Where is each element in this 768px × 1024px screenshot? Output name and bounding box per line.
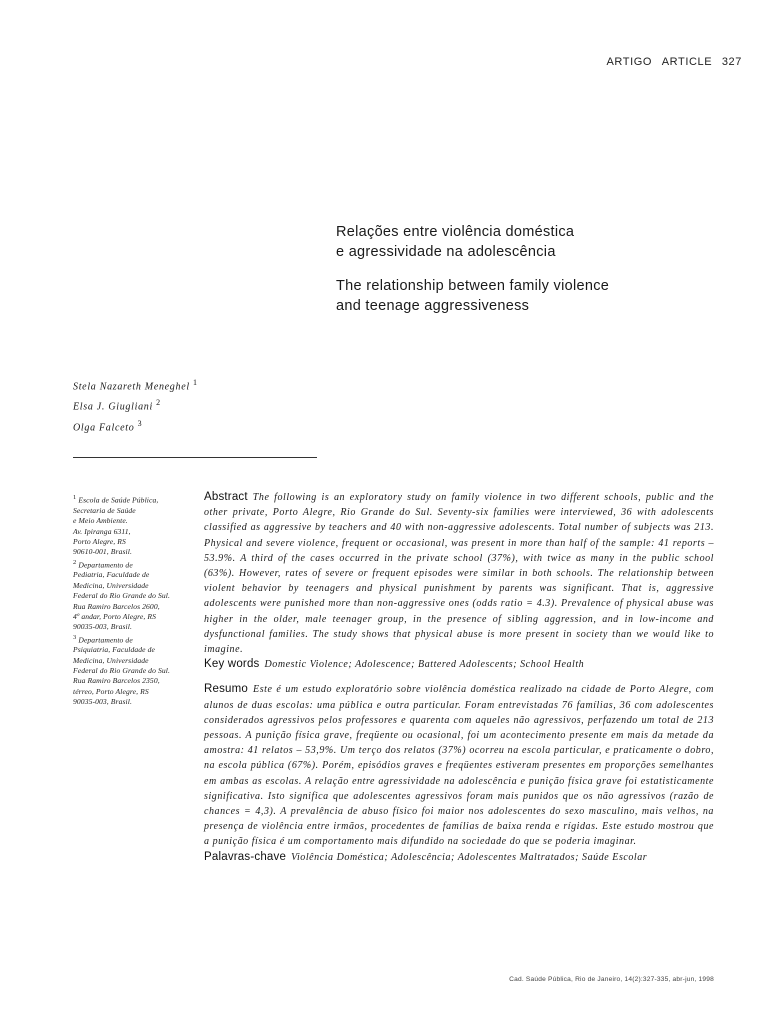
author-name: Elsa J. Giugliani (73, 401, 153, 413)
keywords-label: Key words (204, 658, 260, 671)
section-label-en: ARTICLE (661, 56, 713, 68)
affiliation-line (73, 697, 191, 707)
author-name: Olga Falceto (73, 421, 135, 433)
affiliation-line (73, 581, 191, 591)
affiliation-text: Federal do Rio Grande do Sul. (73, 666, 170, 676)
affiliation-line (73, 537, 191, 547)
abstract-paragraph (204, 490, 714, 657)
title-pt-line-2: e agressividade na adolescência (336, 244, 556, 260)
affiliation-text: Psiquiatria, Faculdade de (73, 645, 156, 655)
affiliation-line (73, 602, 191, 612)
abstract-label: Abstract (204, 491, 248, 503)
affiliations (73, 493, 191, 707)
affiliation-line (73, 527, 191, 537)
title-en-line-2: and teenage aggressiveness (336, 298, 530, 314)
keywords-line (204, 657, 714, 672)
running-head (600, 56, 742, 68)
affiliation-text: Av. Ipiranga 6311, (73, 526, 131, 536)
affiliation-line (73, 666, 191, 676)
abstract-column (204, 490, 714, 865)
affiliation-text: Escola de Saúde Pública, (78, 495, 159, 505)
affiliation-text: Porto Alegre, RS (73, 536, 126, 546)
title-en-line-1: The relationship between family violence (336, 278, 610, 294)
affiliation-mark: 1 (73, 494, 77, 501)
affiliation-line (73, 493, 191, 506)
affiliation-line (73, 676, 191, 686)
resumo-text: Este é um estudo exploratório sobre violência doméstica realizado na cidade de Porto Alegre, com alunos de duas escolas: uma pública e outra particular. Foram entrevistadas 76 famílias, 36 com adolescentes considerados agressivos pelos professores e quarenta com aqueles não agressivos, perfazendo um total de 213 pessoas. A punição física grave, freqüente ou ocasional, foi um acontecimento presente em mais da metade da amostra: 41 relatos – 53,9%. Um terço dos relatos (37%) ocorreu na escola particular, e praticamente o dobro, na escola pública (67%). Porém, episódios graves e freqüentes estiveram presentes em proporções semelhantes em ambas as escolas. A relação entre agressividade na adolescência e punição física grave foi estatisticamente significativa. Isto significa que adolescentes agressivos foram mais punidos que os não agressivos (razão de chances = 4,3). A prevalência de abuso físico foi maior nos adolescentes do sexo masculino, mais velhos, na presença de violência entre irmãos, procedentes de famílias de baixa renda e rígidas. Este estudo mostrou que a punição física é um comportamento mais difundido na sociedade do que se poderia imaginar. (204, 684, 714, 848)
affiliation-line (73, 516, 191, 526)
resumo-label: Resumo (204, 683, 249, 696)
section-label-pt: ARTIGO (606, 56, 653, 68)
author-affiliation-mark: 1 (193, 378, 198, 387)
affiliation-text: 90035-003, Brasil. (73, 622, 132, 632)
affiliation-line (73, 633, 191, 646)
affiliation-text: Pediatria, Faculdade de (73, 570, 150, 580)
affiliation-line (73, 612, 191, 622)
affiliation-mark: 3 (73, 633, 77, 641)
affiliation-text: 90035-003, Brasil. (73, 697, 132, 707)
palavras-chave-line (204, 850, 714, 865)
affiliation-text: Rua Ramiro Barcelos 2600, (73, 601, 160, 611)
palavras-chave-text: Violência Doméstica; Adolescência; Adolescentes Maltratados; Saúde Escolar (291, 851, 648, 863)
affiliation-line (73, 570, 191, 580)
author-affiliation-mark: 2 (156, 398, 161, 408)
title-pt-line-1: Relações entre violência doméstica (336, 224, 575, 240)
affiliation-text: Medicina, Universidade (73, 580, 149, 590)
author (73, 375, 198, 395)
resumo-paragraph (204, 682, 714, 849)
affiliation-text: 90610-001, Brasil. (73, 547, 132, 557)
affiliation-line (73, 591, 191, 601)
affiliation-text: térreo, Porto Alegre, RS (73, 686, 149, 696)
affiliation-text: Departamento de (78, 635, 133, 645)
author-affiliation-mark: 3 (137, 418, 143, 428)
affiliation-mark: 2 (73, 558, 77, 566)
affiliation-text: Federal do Rio Grande do Sul. (73, 591, 170, 601)
affiliation-text: 4º andar, Porto Alegre, RS (73, 611, 156, 621)
affiliation-line (73, 547, 191, 557)
affiliation-line (73, 622, 191, 632)
affiliation-line (73, 645, 191, 655)
affiliation-line (73, 656, 191, 666)
affiliation-text: Secretaria de Saúde (73, 505, 136, 515)
affiliation-text: Departamento de (78, 560, 133, 570)
affiliation-text: Rua Ramiro Barcelos 2350, (73, 676, 160, 686)
citation-footer: Cad. Saúde Pública, Rio de Janeiro, 14(2):327-335, abr-jun, 1998 (509, 976, 714, 983)
author (73, 416, 198, 436)
affiliation-text: e Meio Ambiente. (73, 516, 128, 526)
article-titles (336, 222, 736, 316)
affiliation-line (73, 506, 191, 516)
abstract-text: The following is an exploratory study on family violence in two different schools, public and the other private, Porto Alegre, Rio Grande do Sul. Seventy-six families were interviewed, 36 with adolescents classified as aggressive by teachers and 40 with non-aggressive adolescents. Total number of subjects was 213. Physical and severe violence, frequent or occasional, was present in more than half of the sample: 41 reports – 53.9%. A third of the cases occurred in the private school (37%), with twice as many in the public school (63%). However, rates of severe or frequent episodes were similar in both schools. The relationship between violent behavior by teenagers and physical punishment by parents was significant. That is, aggressive adolescents were punished more than non-aggressive ones (odds ratio = 4.3). Prevalence of physical abuse was higher in the older, male teenager group, in the presence of sibling aggression, and in low-income and dysfunctional families. The study shows that physical abuse is more present in society than we would like to imagine. (204, 492, 714, 656)
author-list (73, 375, 198, 436)
author-name: Stela Nazareth Meneghel (73, 381, 190, 393)
affiliation-text: Medicina, Universidade (73, 655, 149, 665)
author (73, 395, 198, 415)
palavras-chave-label: Palavras-chave (204, 850, 287, 863)
page-number: 327 (721, 56, 742, 68)
affiliation-line (73, 558, 191, 571)
keywords-text: Domestic Violence; Adolescence; Battered Adolescents; School Health (264, 659, 585, 671)
affiliation-line (73, 687, 191, 697)
divider-rule (73, 457, 317, 458)
